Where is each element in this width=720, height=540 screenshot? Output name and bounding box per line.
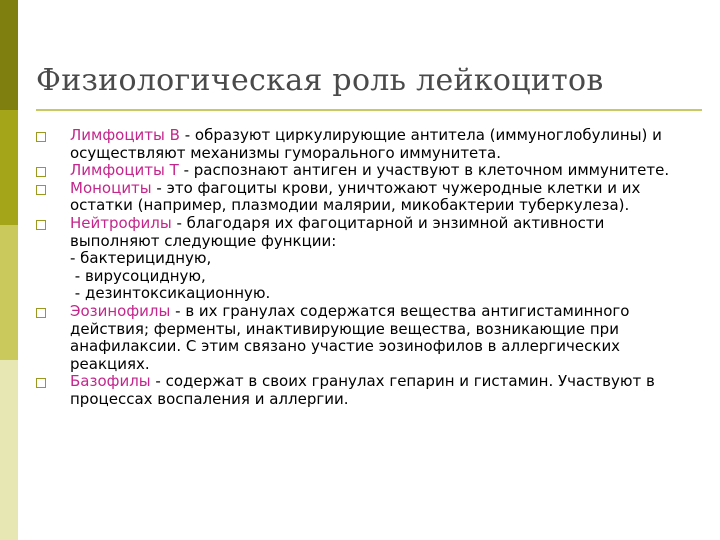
square-bullet-icon [36, 132, 46, 142]
bullet-item-lymphocytes-b [36, 127, 696, 162]
bullet-item-monocytes [36, 180, 696, 215]
bullet-item-eosinophils [36, 303, 696, 373]
term-neutrophils: Нейтрофилы [70, 213, 172, 232]
text-eosinophils: - в их гранулах содержатся вещества антигистаминного действия; ферменты, инактивирующие вещества, возникающие при анафилаксии. С этим связано участие эозинофилов в аллергических реакциях. [70, 301, 630, 373]
sidebar-block-1 [0, 0, 18, 110]
text-neutrophils: - благодаря их фагоцитарной и энзимной активности выполняют следующие функции: [70, 213, 605, 250]
term-monocytes: Моноциты [70, 178, 152, 197]
square-bullet-icon [36, 185, 46, 195]
bullet-list [36, 127, 696, 409]
term-basophils: Базофилы [70, 372, 151, 391]
term-lymphocytes-b: Лимфоциты В [70, 126, 180, 144]
term-eosinophils: Эозинофилы [70, 301, 171, 320]
neutrophil-function-1: - бактерицидную, [70, 249, 212, 268]
text-basophils: - содержат в своих гранулах гепарин и гистамин. Участвуют в процессах воспаления и аллергии. [70, 372, 655, 408]
square-bullet-icon [36, 220, 46, 230]
neutrophil-function-3: - дезинтоксикационную. [70, 284, 271, 303]
text-lymphocytes-t: - распознают антиген и участвуют в клеточном иммунитете. [178, 161, 670, 180]
sidebar-block-4 [0, 360, 18, 540]
bullet-item-basophils [36, 373, 696, 408]
sidebar-block-2 [0, 110, 18, 225]
bullet-item-neutrophils [36, 215, 696, 250]
bullet-item-lymphocytes-t [36, 162, 696, 180]
text-lymphocytes-b: - образуют циркулирующие антитела (иммуноглобулины) и осуществляют механизмы гуморального иммунитета. [70, 126, 662, 162]
neutrophil-function-2: - вирусоцидную, [70, 266, 206, 285]
slide-title: Физиологическая роль лейкоцитов [36, 63, 604, 98]
square-bullet-icon [36, 378, 46, 388]
text-monocytes: - это фагоциты крови, уничтожают чужеродные клетки и их остатки (например, плазмодии малярии, микобактерии туберкулеза). [70, 178, 641, 215]
square-bullet-icon [36, 308, 46, 318]
square-bullet-icon [36, 167, 46, 177]
sidebar-block-3 [0, 225, 18, 360]
term-lymphocytes-t: Лимфоциты Т [70, 161, 179, 180]
title-underline [36, 109, 702, 111]
